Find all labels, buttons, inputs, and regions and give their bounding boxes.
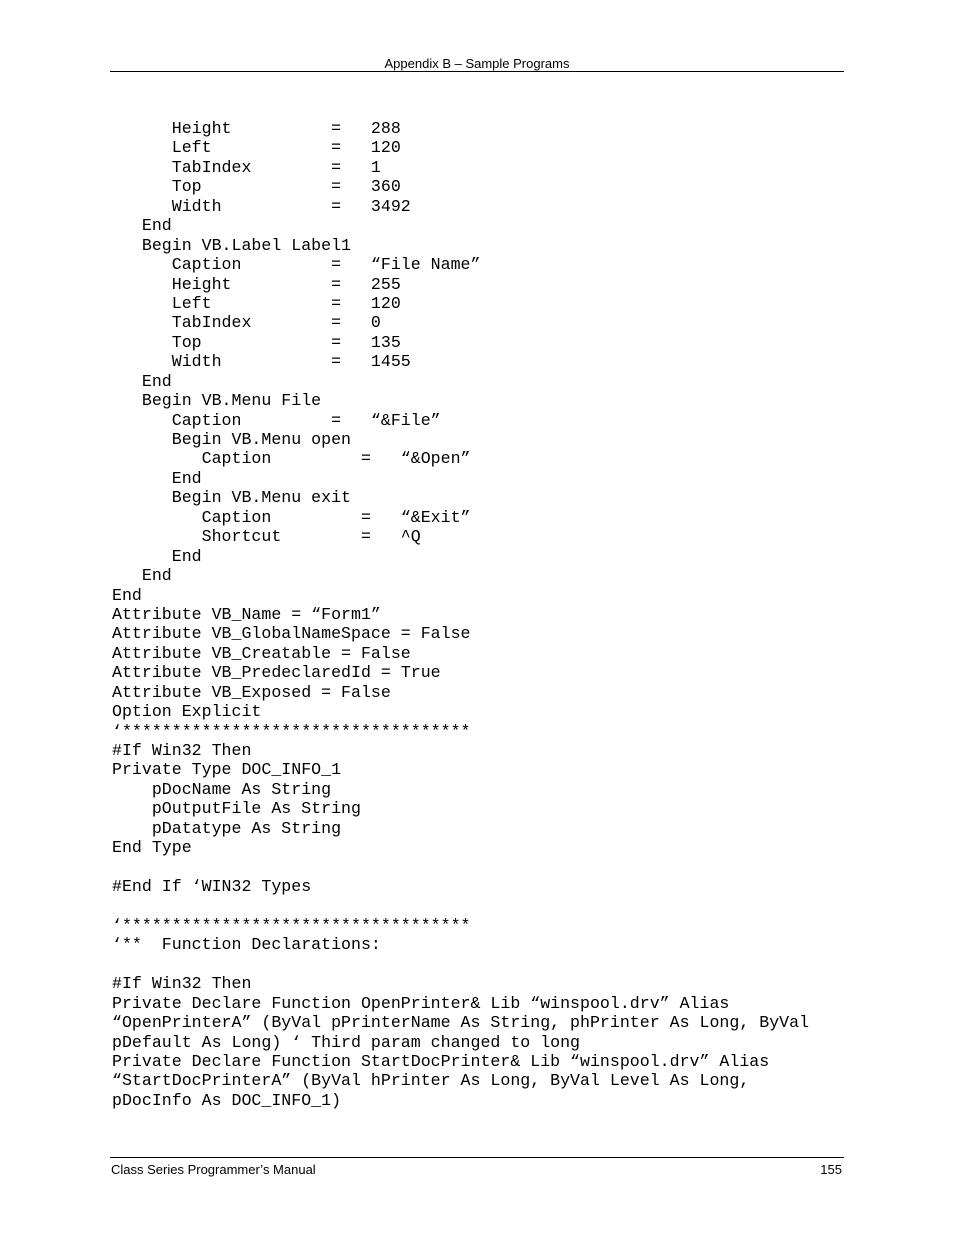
code-line: Top = 135 xyxy=(112,332,401,352)
code-line: Option Explicit xyxy=(112,702,262,722)
code-listing xyxy=(112,119,842,1110)
code-line: Height = 255 xyxy=(112,274,401,294)
code-line: Private Declare Function StartDocPrinter& Lib “winspool.drv” Alias xyxy=(112,1052,770,1071)
code-line: Width = 1455 xyxy=(112,352,411,372)
code-line: #If Win32 Then xyxy=(112,741,252,760)
code-line: pDocName As String xyxy=(112,779,332,799)
code-line: Width = 3492 xyxy=(112,196,411,216)
code-line: End Type xyxy=(112,838,192,858)
code-line: Top = 360 xyxy=(112,177,401,197)
code-line: pOutputFile As String xyxy=(112,799,361,819)
code-line: “OpenPrinterA” (ByVal pPrinterName As String, phPrinter As Long, ByVal xyxy=(112,1013,810,1033)
code-line: End xyxy=(112,468,202,488)
code-line: “StartDocPrinterA” (ByVal hPrinter As Long, ByVal Level As Long, xyxy=(112,1071,750,1091)
code-line: Shortcut = ^Q xyxy=(112,527,421,547)
code-line: #If Win32 Then xyxy=(112,974,252,994)
code-line xyxy=(112,858,842,877)
footer-rule xyxy=(110,1157,844,1158)
code-line: Caption = “&Open” xyxy=(112,449,471,469)
code-line: ‘*********************************** xyxy=(112,915,471,935)
footer-manual-title: Class Series Programmer’s Manual xyxy=(111,1162,316,1177)
code-line: Attribute VB_Creatable = False xyxy=(112,643,411,663)
code-line: Begin VB.Menu File xyxy=(112,391,322,411)
code-line: End xyxy=(112,371,172,391)
code-line: Attribute VB_GlobalNameSpace = False xyxy=(112,624,471,644)
code-line: Caption = “File Name” xyxy=(112,255,481,275)
code-line: Private Declare Function OpenPrinter& Lib “winspool.drv” Alias xyxy=(112,993,730,1013)
code-line: TabIndex = 0 xyxy=(112,313,381,333)
code-line: End xyxy=(112,546,202,566)
header-rule xyxy=(110,71,844,72)
code-line: Attribute VB_Name = “Form1” xyxy=(112,604,381,624)
code-line: pDatatype As String xyxy=(112,818,342,838)
code-line: Attribute VB_PredeclaredId = True xyxy=(112,663,441,683)
code-line: ‘*********************************** xyxy=(112,721,471,741)
code-line: pDefault As Long) ‘ Third param changed to long xyxy=(112,1032,581,1052)
code-line: Begin VB.Menu exit xyxy=(112,488,351,508)
code-line: Caption = “&File” xyxy=(112,410,441,430)
code-line: End xyxy=(112,216,172,236)
code-line: Left = 120 xyxy=(112,293,401,313)
code-line xyxy=(112,897,842,916)
code-line xyxy=(112,955,842,974)
code-line: ‘** Function Declarations: xyxy=(112,935,381,955)
code-line: Attribute VB_Exposed = False xyxy=(112,682,391,702)
code-line: Left = 120 xyxy=(112,138,401,158)
code-line: #End If ‘WIN32 Types xyxy=(112,877,312,897)
code-line: Height = 288 xyxy=(112,119,401,138)
code-line: pDocInfo As DOC_INFO_1) xyxy=(112,1090,342,1110)
code-line: Caption = “&Exit” xyxy=(112,507,471,527)
code-line: Begin VB.Menu open xyxy=(112,430,351,449)
code-line: End xyxy=(112,585,142,605)
code-line: TabIndex = 1 xyxy=(112,157,381,177)
footer-page-number: 155 xyxy=(820,1162,842,1177)
code-line: Begin VB.Label Label1 xyxy=(112,235,351,255)
page-header-title: Appendix B – Sample Programs xyxy=(384,56,570,71)
code-line: End xyxy=(112,566,172,586)
code-line: Private Type DOC_INFO_1 xyxy=(112,760,342,780)
